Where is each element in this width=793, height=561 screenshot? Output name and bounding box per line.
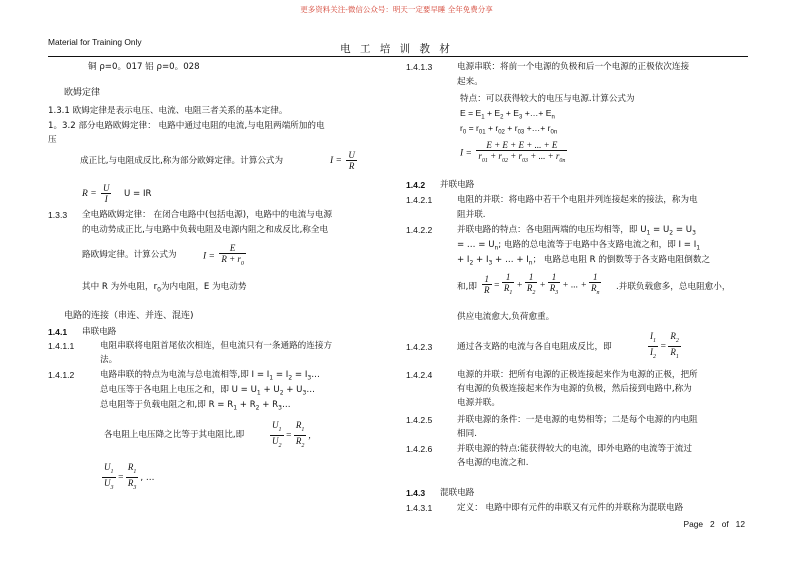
paragraph: 成正比,与电阻成反比,称为部分欧姆定律。计算公式为 (80, 156, 284, 166)
section-number: 1.4.1.1 (48, 341, 75, 351)
section-number: 1.4.2.2 (406, 225, 433, 235)
section-number: 1.4.3.1 (406, 503, 433, 513)
paragraph: 定义： 电路中即有元件的串联又有元件的并联称为混联电路 (457, 503, 684, 513)
paragraph: 其中 R 为外电阻，$r_0$为内电阻，E 为电动势 (82, 282, 247, 294)
formula-current-ratio: $\frac{I_1}{I_2}$ = $\frac{R_2}{R_1}$ (650, 331, 679, 360)
formula-voltage-ratio: $\frac{U_1}{U_2}$ = $\frac{R_1}{R_2}$ , (272, 420, 311, 449)
paragraph: 起来。 (457, 77, 483, 87)
paragraph: 电源的并联：把所有电源的正极连接起来作为电源的正极，把所 (457, 370, 698, 380)
paragraph: 并联电源的特点:能获得较大的电流，即外电路的电流等于流过 (457, 444, 692, 454)
section-number: 1.4.1 (48, 327, 68, 337)
paragraph: 法。 (100, 355, 118, 365)
paragraph: 并联电源的条件：一是电源的电势相等；二是每个电源的内电阻 (457, 415, 698, 425)
section-number: 1.4.2.6 (406, 444, 433, 454)
paragraph: + $I_2 + I_3$ + … + $I_n$； 电路总电阻 R 的倒数等于各支路电阻倒数之 (457, 255, 711, 267)
section-number: 1.4.3 (406, 488, 426, 498)
paragraph: 压 (48, 135, 57, 145)
ohm-law-heading: 欧姆定律 (64, 88, 101, 98)
paragraph: 并联电路的特点：各电阻两端的电压均相等，即 $U_1 = U_2 = U_3$ (457, 225, 696, 237)
paragraph: 总电压等于各电阻上电压之和，即 $U = U_1 + U_2$ + $U_3\dots$ (100, 385, 315, 397)
section-title: 串联电路 (82, 327, 117, 337)
paragraph: .并联负载愈多，总电阻愈小， (616, 282, 731, 292)
paragraph: 有电源的负极连接起来作为电源的负极，然后接到电路中,称为 (457, 384, 692, 394)
paragraph: 阻并联. (457, 210, 486, 220)
paragraph: 电源串联：将前一个电源的负极和后一个电源的正极依次连接 (457, 62, 690, 72)
paragraph: 1.3.1 欧姆定律是表示电压、电流、电阻三者关系的基本定律。 (48, 106, 288, 116)
header-rule (48, 56, 748, 57)
paragraph: 电阻串联将电阻首尾依次相连，但电流只有一条通路的连接方 (100, 341, 333, 351)
paragraph: 通过各支路的电流与各自电阻成反比，即 (457, 342, 612, 352)
section-title: 混联电路 (440, 488, 475, 498)
formula-i-u-r: I = $\frac{U}{R}$ (330, 150, 355, 171)
paragraph: 各电源的电流之和. (457, 458, 529, 468)
formula-u-ir: U = IR (124, 189, 152, 199)
formula-voltage-ratio-2: $\frac{U_1}{U_3}$ = $\frac{R_1}{R_3}$ , … (104, 462, 155, 491)
top-banner: 更多资料关注-微信公众号：明天一定要早睡 全年免费分享 (300, 5, 493, 14)
formula-full-circuit: I = $\frac{E}{R + r_0}$ (203, 243, 244, 267)
section-number: 1.4.2 (406, 180, 426, 190)
circuit-connection-heading: 电路的连接（串连、并连、混连) (64, 311, 194, 321)
section-number: 1.4.2.5 (406, 415, 433, 425)
paragraph: 特点：可以获得较大的电压与电源.计算公式为 (460, 94, 635, 104)
section-number: 1.4.1.3 (406, 62, 433, 72)
paragraph: = … = $U_n$; 电路的总电流等于电路中各支路电流之和，即 $I = I_1$ (457, 240, 701, 252)
formula-series-emf: $E = E_1 + E_2 + E_3$ +…+ $E_n$ (460, 108, 555, 121)
formula-r-u-i: R = $\frac{U}{I}$ (82, 183, 110, 204)
paragraph: 和,即 (457, 282, 477, 292)
section-title: 并联电路 (440, 180, 475, 190)
section-number: 1.3.3 (48, 210, 68, 220)
paragraph: 供应电流愈大,负荷愈重。 (457, 312, 555, 322)
page-title: 电 工 培 训 教 材 (340, 43, 453, 55)
resistivity-line: 铜 ρ=0。017 铝 ρ=0。028 (88, 62, 200, 72)
paragraph: 电源并联。 (457, 398, 500, 408)
paragraph: 相同. (457, 429, 477, 439)
paragraph: 各电阻上电压降之比等于其电阻比,即 (104, 430, 245, 440)
section-number: 1.4.1.2 (48, 370, 75, 380)
formula-series-r: $r_0 = r_{01} + r_{02} + r_{03}$ +…+ $r_{0n}$ (460, 123, 558, 136)
paragraph: 电路串联的特点为电流与总电流相等,即 $I = I_1 = I_2$ = $I_3\dots$ (100, 370, 320, 382)
paragraph: 全电路欧姆定律： 在闭合电路中(包括电源)，电路中的电流与电源 (82, 210, 333, 220)
page-number: Page 2 of 12 (683, 519, 745, 529)
section-number: 1.4.2.3 (406, 342, 433, 352)
paragraph: 的电动势成正比,与电路中负载电阻及电源内阻之和成反比,称全电 (82, 225, 329, 235)
section-number: 1.4.2.1 (406, 195, 433, 205)
section-number: 1.4.2.4 (406, 370, 433, 380)
formula-parallel-resistance: $\frac{1}{R}$ = $\frac{1}{R_1}$ + $\frac{1}{R_2}$ + $\frac{1}{R_3}$ + ... + $\frac{1}{R_n}$ (484, 272, 600, 296)
paragraph: 电阻的并联：将电路中若干个电阻并列连接起来的接法，称为电 (457, 195, 698, 205)
paragraph: 1。3.2 部分电路欧姆定律： 电路中通过电阻的电流,与电阻两端所加的电 (48, 121, 325, 131)
formula-series-current: I = $\frac{E + E + E + ... + E}{r_{01} + r_{02} + r_{03} + ... + r_{0n}}$ (460, 140, 566, 164)
paragraph: 总电阻等于负载电阻之和,即 $R = R_1 + R_2$ + $R_3\dots$ (100, 400, 291, 412)
paragraph: 路欧姆定律。计算公式为 (82, 250, 177, 260)
header-left-label: Material for Training Only (48, 37, 142, 47)
